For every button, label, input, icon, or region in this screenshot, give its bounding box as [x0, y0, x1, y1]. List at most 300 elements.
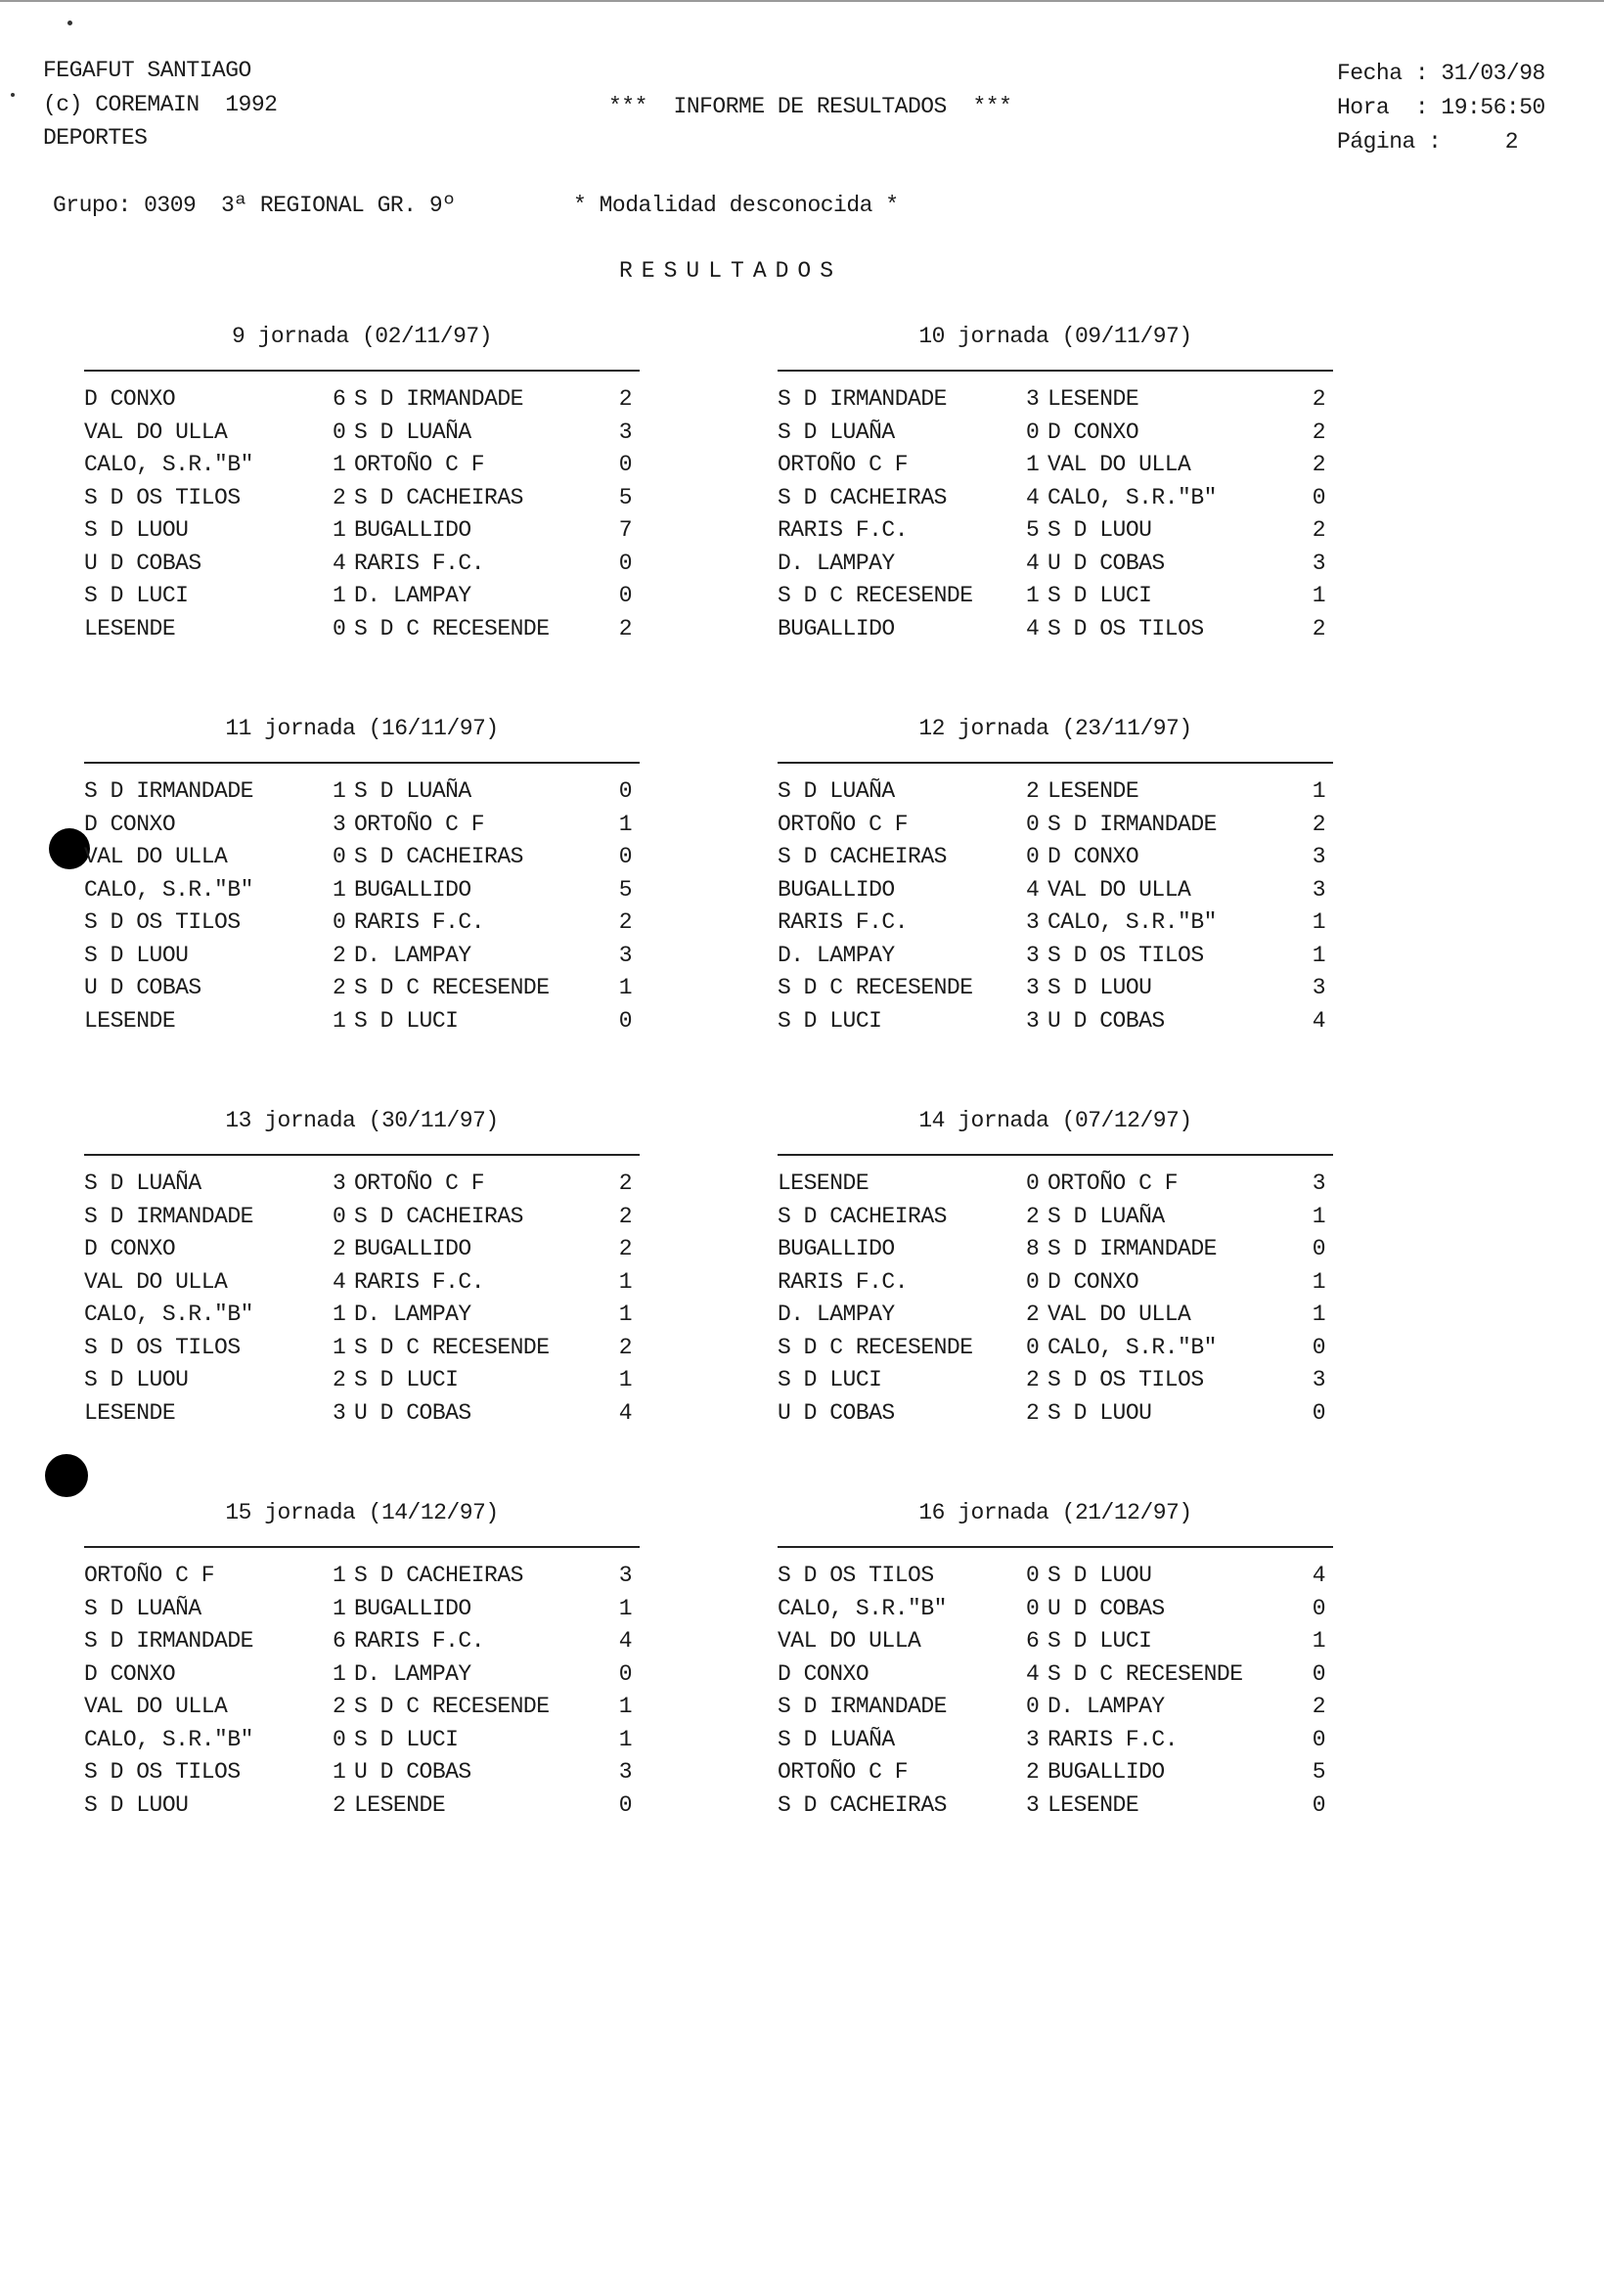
away-team: S D CACHEIRAS — [354, 1203, 523, 1229]
match-row — [778, 1789, 1333, 1823]
away-team: BUGALLIDO — [354, 876, 471, 903]
away-goals: 2 — [618, 1236, 632, 1261]
jornada-rule — [778, 762, 1333, 764]
home-team: BUGALLIDO — [778, 876, 895, 903]
home-team: D CONXO — [84, 811, 176, 837]
home-goals: 3 — [1026, 942, 1040, 968]
away-team: S D LUCI — [354, 1007, 459, 1034]
away-team: S D CACHEIRAS — [354, 1563, 523, 1588]
match-row — [84, 940, 640, 973]
away-team: U D COBAS — [1047, 1595, 1165, 1621]
home-team: VAL DO ULLA — [84, 1694, 228, 1719]
away-goals: 2 — [1312, 811, 1325, 837]
match-row — [778, 940, 1333, 973]
away-goals: 0 — [1312, 1660, 1325, 1687]
home-team: S D IRMANDADE — [778, 386, 947, 412]
home-team: S D CACHEIRAS — [778, 1791, 947, 1818]
away-team: LESENDE — [1047, 778, 1139, 804]
away-team: S D LUOU — [1047, 1399, 1152, 1426]
home-goals: 4 — [1026, 615, 1040, 641]
away-team: BUGALLIDO — [354, 517, 471, 543]
home-goals: 1 — [333, 1563, 346, 1588]
home-team: VAL DO ULLA — [84, 844, 228, 869]
away-goals: 2 — [618, 386, 632, 412]
away-goals: 1 — [618, 1694, 632, 1719]
away-team: CALO, S.R."B" — [1047, 909, 1217, 935]
home-team: S D OS TILOS — [84, 484, 241, 510]
match-row — [778, 1560, 1333, 1593]
away-goals: 0 — [618, 1007, 632, 1034]
away-goals: 2 — [618, 909, 632, 935]
home-goals: 0 — [1026, 811, 1040, 837]
home-goals: 1 — [333, 1660, 346, 1687]
home-team: S D CACHEIRAS — [778, 484, 947, 510]
home-goals: 4 — [1026, 876, 1040, 903]
home-team: CALO, S.R."B" — [84, 452, 253, 477]
home-goals: 1 — [1026, 583, 1040, 608]
scan-speck — [11, 93, 15, 97]
home-goals: 4 — [333, 550, 346, 576]
home-goals: 2 — [1026, 1399, 1040, 1426]
home-team: S D LUAÑA — [778, 778, 895, 804]
home-team: CALO, S.R."B" — [84, 1302, 253, 1327]
match-row — [84, 1691, 640, 1724]
home-goals: 0 — [1026, 1563, 1040, 1588]
home-team: S D CACHEIRAS — [778, 844, 947, 869]
away-team: S D OS TILOS — [1047, 942, 1204, 968]
away-team: S D OS TILOS — [1047, 615, 1204, 641]
match-row — [84, 1724, 640, 1757]
home-team: S D LUCI — [84, 583, 189, 608]
match-row — [778, 775, 1333, 809]
match-row — [84, 1658, 640, 1692]
jornada-title: 12 jornada (23/11/97) — [918, 716, 1192, 741]
match-row — [778, 1397, 1333, 1431]
away-team: VAL DO ULLA — [1047, 452, 1191, 477]
home-team: CALO, S.R."B" — [84, 876, 253, 903]
home-goals: 2 — [333, 1791, 346, 1818]
away-team: S D OS TILOS — [1047, 1367, 1204, 1392]
jornada-title: 10 jornada (09/11/97) — [918, 324, 1192, 349]
match-row — [84, 548, 640, 581]
home-goals: 3 — [333, 1399, 346, 1426]
away-goals: 2 — [1312, 517, 1325, 543]
away-goals: 0 — [1312, 1726, 1325, 1752]
home-team: RARIS F.C. — [778, 517, 909, 543]
home-team: LESENDE — [84, 615, 176, 641]
home-team: U D COBAS — [778, 1399, 895, 1426]
away-goals: 0 — [1312, 1595, 1325, 1621]
match-row — [778, 841, 1333, 874]
match-list — [84, 1560, 640, 1822]
match-row — [778, 449, 1333, 482]
home-team: S D CACHEIRAS — [778, 1203, 947, 1229]
away-goals: 2 — [618, 1203, 632, 1229]
match-list — [84, 1168, 640, 1430]
away-team: RARIS F.C. — [1047, 1726, 1179, 1752]
home-goals: 2 — [333, 1367, 346, 1392]
home-goals: 0 — [333, 909, 346, 935]
jornada-rule — [778, 1546, 1333, 1548]
away-goals: 3 — [618, 942, 632, 968]
section-title: RESULTADOS — [619, 258, 843, 284]
match-row — [84, 1560, 640, 1593]
home-goals: 0 — [1026, 1268, 1040, 1295]
away-team: D CONXO — [1047, 419, 1139, 445]
match-row — [778, 383, 1333, 417]
match-row — [84, 482, 640, 515]
match-row — [84, 1299, 640, 1332]
away-goals: 1 — [1312, 1302, 1325, 1327]
away-team: S D LUAÑA — [354, 419, 471, 445]
away-team: U D COBAS — [1047, 1007, 1165, 1034]
away-team: S D LUCI — [1047, 1628, 1152, 1654]
away-team: S D LUOU — [1047, 517, 1152, 543]
home-goals: 0 — [1026, 844, 1040, 869]
away-team: S D C RECESENDE — [354, 1334, 550, 1360]
home-team: S D OS TILOS — [778, 1563, 934, 1588]
home-goals: 6 — [333, 1628, 346, 1654]
away-goals: 0 — [618, 1791, 632, 1818]
home-goals: 0 — [333, 419, 346, 445]
home-goals: 2 — [1026, 1302, 1040, 1327]
home-team: S D LUAÑA — [84, 1595, 201, 1621]
match-row — [778, 417, 1333, 450]
home-team: ORTOÑO C F — [84, 1563, 215, 1588]
home-goals: 2 — [333, 484, 346, 510]
away-goals: 1 — [1312, 909, 1325, 935]
match-row — [778, 1691, 1333, 1724]
away-team: U D COBAS — [1047, 550, 1165, 576]
away-team: RARIS F.C. — [354, 909, 485, 935]
match-row — [84, 1397, 640, 1431]
match-row — [778, 874, 1333, 907]
home-goals: 3 — [1026, 1726, 1040, 1752]
match-row — [778, 1266, 1333, 1300]
away-goals: 1 — [618, 1367, 632, 1392]
home-team: VAL DO ULLA — [84, 419, 228, 445]
match-row — [84, 514, 640, 548]
away-team: ORTOÑO C F — [1047, 1170, 1179, 1196]
away-team: S D LUCI — [354, 1726, 459, 1752]
home-goals: 1 — [333, 1302, 346, 1327]
away-team: S D CACHEIRAS — [354, 484, 523, 510]
match-row — [84, 1593, 640, 1626]
home-team: ORTOÑO C F — [778, 452, 909, 477]
away-goals: 1 — [618, 811, 632, 837]
away-team: D. LAMPAY — [354, 1302, 471, 1327]
away-goals: 2 — [1312, 386, 1325, 412]
match-row — [778, 1364, 1333, 1397]
away-goals: 2 — [618, 1334, 632, 1360]
home-team: LESENDE — [84, 1007, 176, 1034]
home-goals: 3 — [1026, 1791, 1040, 1818]
home-goals: 0 — [333, 615, 346, 641]
match-row — [778, 1593, 1333, 1626]
match-row — [778, 548, 1333, 581]
home-goals: 1 — [333, 452, 346, 477]
away-goals: 1 — [1312, 778, 1325, 804]
away-goals: 3 — [1312, 844, 1325, 869]
away-goals: 5 — [1312, 1759, 1325, 1785]
away-goals: 0 — [618, 1660, 632, 1687]
away-goals: 3 — [1312, 975, 1325, 1000]
away-goals: 4 — [618, 1399, 632, 1426]
match-row — [84, 1266, 640, 1300]
home-goals: 3 — [1026, 386, 1040, 412]
page-number: 2 — [1504, 129, 1518, 155]
away-team: S D C RECESENDE — [354, 615, 550, 641]
away-team: ORTOÑO C F — [354, 811, 485, 837]
home-goals: 4 — [333, 1268, 346, 1295]
group-category: 3ª REGIONAL GR. 9º — [221, 193, 456, 218]
home-team: RARIS F.C. — [778, 1268, 909, 1295]
home-team: S D LUAÑA — [84, 1170, 201, 1196]
home-team: D CONXO — [84, 1660, 176, 1687]
away-team: RARIS F.C. — [354, 1268, 485, 1295]
home-team: S D C RECESENDE — [778, 975, 973, 1000]
home-team: S D C RECESENDE — [778, 1334, 973, 1360]
away-team: S D IRMANDADE — [1047, 1236, 1217, 1261]
home-team: BUGALLIDO — [778, 1236, 895, 1261]
away-goals: 1 — [618, 1726, 632, 1752]
away-goals: 4 — [1312, 1563, 1325, 1588]
department: DEPORTES — [43, 125, 148, 151]
home-goals: 4 — [1026, 550, 1040, 576]
match-row — [84, 1364, 640, 1397]
match-row — [84, 417, 640, 450]
home-goals: 2 — [333, 942, 346, 968]
away-goals: 3 — [1312, 550, 1325, 576]
home-team: LESENDE — [84, 1399, 176, 1426]
home-team: D CONXO — [84, 1236, 176, 1261]
away-goals: 4 — [1312, 1007, 1325, 1034]
match-row — [778, 1756, 1333, 1789]
away-goals: 4 — [618, 1628, 632, 1654]
jornada-rule — [778, 1154, 1333, 1156]
away-team: ORTOÑO C F — [354, 1170, 485, 1196]
home-goals: 0 — [333, 844, 346, 869]
match-row — [778, 972, 1333, 1005]
away-goals: 2 — [618, 615, 632, 641]
home-team: S D OS TILOS — [84, 1334, 241, 1360]
away-team: S D IRMANDADE — [1047, 811, 1217, 837]
jornada-title: 13 jornada (30/11/97) — [225, 1108, 499, 1133]
home-goals: 3 — [1026, 1007, 1040, 1034]
match-row — [84, 449, 640, 482]
away-goals: 1 — [618, 1302, 632, 1327]
match-row — [84, 874, 640, 907]
home-team: S D LUOU — [84, 942, 189, 968]
match-list — [778, 383, 1333, 645]
away-goals: 0 — [618, 583, 632, 608]
away-goals: 0 — [1312, 1399, 1325, 1426]
home-team: S D LUOU — [84, 1367, 189, 1392]
match-row — [778, 1724, 1333, 1757]
home-team: S D IRMANDADE — [84, 778, 253, 804]
away-team: D. LAMPAY — [354, 942, 471, 968]
home-goals: 3 — [1026, 909, 1040, 935]
away-team: S D C RECESENDE — [354, 975, 550, 1000]
home-team: S D LUAÑA — [778, 419, 895, 445]
match-row — [778, 1233, 1333, 1266]
home-goals: 2 — [333, 975, 346, 1000]
away-team: BUGALLIDO — [1047, 1759, 1165, 1785]
modality: * Modalidad desconocida * — [573, 193, 899, 218]
away-goals: 0 — [1312, 1791, 1325, 1818]
home-team: U D COBAS — [84, 975, 201, 1000]
home-team: CALO, S.R."B" — [84, 1726, 253, 1752]
match-row — [84, 1233, 640, 1266]
away-team: S D C RECESENDE — [1047, 1660, 1243, 1687]
away-team: S D LUCI — [354, 1367, 459, 1392]
away-goals: 5 — [618, 876, 632, 903]
punch-hole — [45, 1454, 88, 1497]
home-team: U D COBAS — [84, 550, 201, 576]
home-goals: 2 — [1026, 778, 1040, 804]
jornada-rule — [84, 1546, 640, 1548]
match-row — [778, 1201, 1333, 1234]
away-goals: 0 — [618, 452, 632, 477]
away-team: ORTOÑO C F — [354, 452, 485, 477]
home-goals: 3 — [333, 1170, 346, 1196]
home-goals: 1 — [333, 1595, 346, 1621]
away-team: D. LAMPAY — [1047, 1694, 1165, 1719]
match-row — [778, 1658, 1333, 1692]
home-goals: 1 — [1026, 452, 1040, 477]
away-goals: 3 — [618, 419, 632, 445]
match-row — [778, 514, 1333, 548]
jornada-title: 11 jornada (16/11/97) — [225, 716, 499, 741]
match-list — [778, 775, 1333, 1038]
away-goals: 7 — [618, 517, 632, 543]
away-team: BUGALLIDO — [354, 1236, 471, 1261]
away-goals: 2 — [618, 1170, 632, 1196]
away-goals: 2 — [1312, 1694, 1325, 1719]
org-name: FEGAFUT SANTIAGO — [43, 58, 251, 83]
match-row — [778, 809, 1333, 842]
match-row — [778, 1005, 1333, 1038]
match-row — [84, 1332, 640, 1365]
home-goals: 1 — [333, 583, 346, 608]
away-team: S D IRMANDADE — [354, 386, 523, 412]
home-team: VAL DO ULLA — [84, 1268, 228, 1295]
home-team: RARIS F.C. — [778, 909, 909, 935]
match-row — [778, 482, 1333, 515]
away-goals: 3 — [618, 1563, 632, 1588]
home-goals: 0 — [1026, 419, 1040, 445]
away-goals: 1 — [1312, 583, 1325, 608]
away-goals: 0 — [1312, 1236, 1325, 1261]
away-goals: 0 — [1312, 1334, 1325, 1360]
away-team: BUGALLIDO — [354, 1595, 471, 1621]
away-goals: 3 — [1312, 1170, 1325, 1196]
away-team: U D COBAS — [354, 1399, 471, 1426]
away-goals: 1 — [618, 975, 632, 1000]
home-goals: 2 — [1026, 1203, 1040, 1229]
away-goals: 0 — [618, 550, 632, 576]
match-row — [84, 1168, 640, 1201]
home-team: CALO, S.R."B" — [778, 1595, 947, 1621]
match-row — [84, 1005, 640, 1038]
home-goals: 0 — [333, 1203, 346, 1229]
match-row — [778, 906, 1333, 940]
home-team: D. LAMPAY — [778, 550, 895, 576]
home-goals: 4 — [1026, 1660, 1040, 1687]
match-row — [778, 580, 1333, 613]
jornada-title: 16 jornada (21/12/97) — [918, 1500, 1192, 1525]
away-team: LESENDE — [1047, 386, 1139, 412]
home-goals: 2 — [1026, 1759, 1040, 1785]
match-list — [84, 775, 640, 1038]
away-team: S D LUOU — [1047, 975, 1152, 1000]
away-goals: 3 — [618, 1759, 632, 1785]
home-goals: 6 — [1026, 1628, 1040, 1654]
away-goals: 2 — [1312, 419, 1325, 445]
away-team: D. LAMPAY — [354, 1660, 471, 1687]
page-label: Página : — [1337, 129, 1442, 155]
home-team: S D LUCI — [778, 1007, 882, 1034]
jornada-rule — [84, 1154, 640, 1156]
home-team: D. LAMPAY — [778, 1302, 895, 1327]
home-team: D CONXO — [84, 386, 176, 412]
away-team: LESENDE — [1047, 1791, 1139, 1818]
away-goals: 2 — [1312, 615, 1325, 641]
away-team: CALO, S.R."B" — [1047, 1334, 1217, 1360]
away-team: LESENDE — [354, 1791, 446, 1818]
match-row — [84, 1789, 640, 1823]
away-goals: 0 — [618, 778, 632, 804]
home-team: ORTOÑO C F — [778, 1759, 909, 1785]
away-goals: 0 — [618, 844, 632, 869]
away-team: S D C RECESENDE — [354, 1694, 550, 1719]
home-goals: 2 — [1026, 1367, 1040, 1392]
home-team: S D OS TILOS — [84, 909, 241, 935]
home-goals: 3 — [333, 811, 346, 837]
home-team: S D IRMANDADE — [84, 1628, 253, 1654]
match-row — [778, 1299, 1333, 1332]
match-row — [84, 613, 640, 646]
home-goals: 6 — [333, 386, 346, 412]
away-team: D CONXO — [1047, 844, 1139, 869]
away-goals: 5 — [618, 484, 632, 510]
home-team: S D LUCI — [778, 1367, 882, 1392]
jornada-title: 15 jornada (14/12/97) — [225, 1500, 499, 1525]
home-team: S D IRMANDADE — [84, 1203, 253, 1229]
home-team: D CONXO — [778, 1660, 869, 1687]
home-goals: 5 — [1026, 517, 1040, 543]
match-row — [84, 1625, 640, 1658]
home-goals: 3 — [1026, 975, 1040, 1000]
match-list — [84, 383, 640, 645]
match-row — [84, 383, 640, 417]
report-time: Hora : 19:56:50 — [1337, 95, 1545, 120]
match-row — [84, 1201, 640, 1234]
jornada-title: 9 jornada (02/11/97) — [231, 324, 493, 349]
home-team: ORTOÑO C F — [778, 811, 909, 837]
match-row — [778, 613, 1333, 646]
home-team: S D LUOU — [84, 517, 189, 543]
home-goals: 1 — [333, 1007, 346, 1034]
match-row — [778, 1625, 1333, 1658]
away-team: U D COBAS — [354, 1759, 471, 1785]
away-team: RARIS F.C. — [354, 1628, 485, 1654]
home-goals: 0 — [1026, 1694, 1040, 1719]
report-date: Fecha : 31/03/98 — [1337, 61, 1545, 86]
away-goals: 1 — [618, 1595, 632, 1621]
group-code: Grupo: 0309 — [53, 193, 197, 218]
match-row — [84, 972, 640, 1005]
